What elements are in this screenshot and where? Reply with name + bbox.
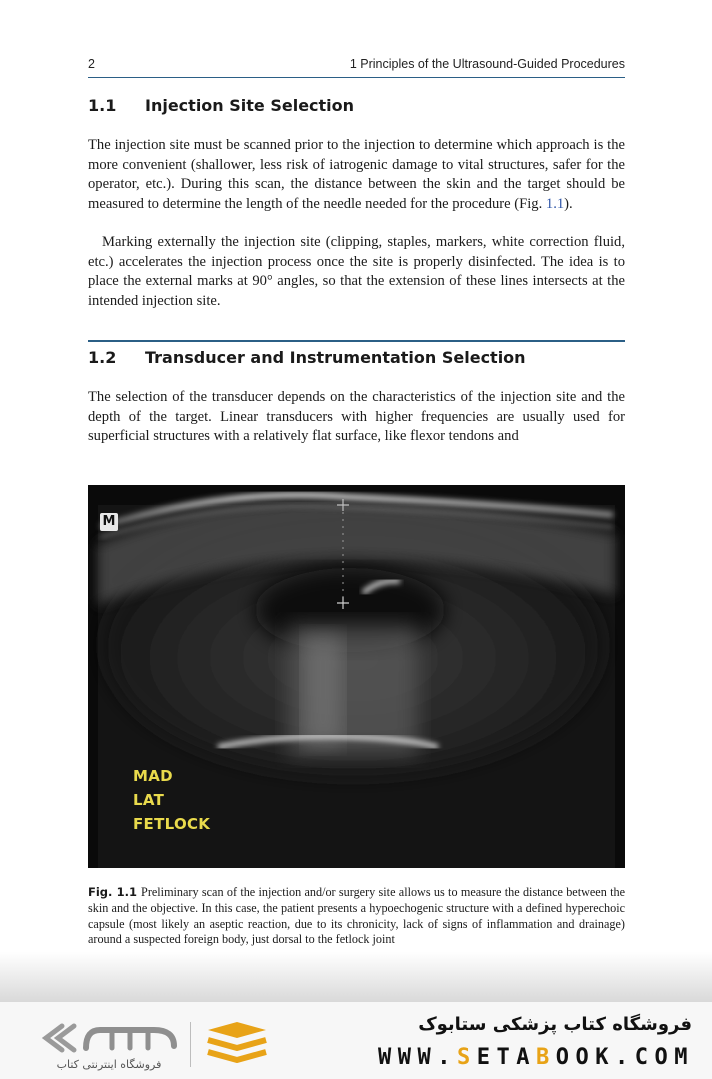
paragraph-2: Marking externally the injection site (clipping, staples, markers, white correction fluid, etc.) accelerates the injection process once the site is properly disinfected. The idea is to place the external marks at 90° angles, so that the extension of these lines intersects at the intended injection site.	[88, 234, 625, 309]
chapter-title: 1 Principles of the Ultrasound-Guided Procedures	[349, 57, 625, 71]
section-title: Injection Site Selection	[145, 96, 355, 115]
image-label-side: MAD	[133, 767, 173, 785]
page-shadow	[0, 952, 712, 1002]
page-number: 2	[88, 57, 95, 71]
paragraph-3: The selection of the transducer depends on the characteristics of the injection site and the depth of the target. Linear transducers with higher frequencies are usually used for superficial structures with a relatively flat surface, like flexor tendons and	[88, 389, 625, 444]
orientation-marker: M	[100, 513, 118, 531]
paragraph-text: ).	[564, 195, 573, 212]
url-part: OOK.COM	[555, 1045, 694, 1070]
book-stack-icon	[202, 1020, 272, 1068]
image-label-region: FETLOCK	[133, 815, 211, 833]
store-url-link[interactable]	[378, 1045, 694, 1070]
caption-text: Preliminary scan of the injection and/or surgery site allows us to measure the distance between the skin and the objective. In this case, the patient presents a hypoechogenic structure with a defined hyperechoic capsule (most likely an aseptic reaction, due to its chronicity, lack of signs of inflammation and drainage) around a suspected foreign body, just dorsal to the fetlock joint	[88, 885, 625, 947]
section-title: Transducer and Instrumentation Selection	[145, 348, 526, 367]
running-head	[88, 56, 625, 78]
section-number: 1.2	[88, 348, 117, 367]
paragraph-1	[88, 136, 625, 214]
url-part: S	[457, 1045, 477, 1070]
paragraph-text: The injection site must be scanned prior to the injection to determine which approach is the more convenient (shallower, less risk of iatrogenic damage to vital structures, safer for the operator, etc.). During this scan, the distance between the skin and the target should be measured to determine the length of the needle needed for the procedure (Fig.	[88, 137, 625, 212]
store-name: فروشگاه کتاب پزشکی ستابوک	[418, 1014, 692, 1035]
logo-tagline: فروشگاه اینترنتی کتاب	[56, 1058, 162, 1071]
url-part: WWW.	[378, 1045, 458, 1070]
setabook-logo-icon	[34, 1018, 184, 1058]
url-part: B	[536, 1045, 556, 1070]
figure-reference-link[interactable]: 1.1	[545, 195, 565, 212]
url-part: ETA	[476, 1045, 537, 1070]
store-footer	[0, 1002, 712, 1079]
logo-divider	[190, 1022, 191, 1067]
ultrasound-figure	[88, 485, 625, 868]
image-label-view: LAT	[133, 791, 165, 809]
figure-caption	[88, 885, 625, 948]
ultrasound-image	[88, 485, 625, 868]
caption-label: Fig. 1.1	[88, 885, 138, 899]
section-divider	[88, 340, 625, 342]
section-number: 1.1	[88, 96, 117, 115]
